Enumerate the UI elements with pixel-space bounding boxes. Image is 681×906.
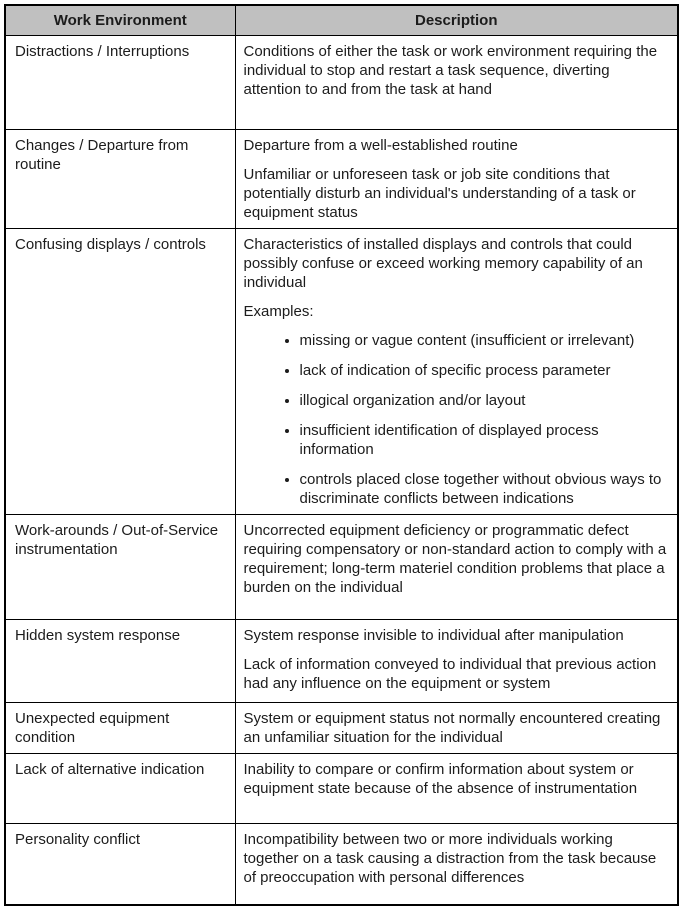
work-environment-cell: Hidden system response <box>5 620 235 703</box>
header-row <box>5 5 678 36</box>
description-cell <box>235 703 678 754</box>
bullet-item: • lack of indication of specific process parameter <box>300 361 672 380</box>
description-paragraph: Lack of information conveyed to individual that previous action had any influence on the equipment or system <box>243 656 657 692</box>
work-environment-cell: Changes / Departure from routine <box>5 130 235 229</box>
work-environment-table <box>4 4 679 906</box>
table-body <box>5 36 678 905</box>
table-row <box>5 36 678 130</box>
table-row <box>5 703 678 754</box>
description-paragraph: Conditions of either the task or work environment requiring the individual to stop and restart a task sequence, diverting attention to and from the task at hand <box>243 43 658 98</box>
description-paragraph: System or equipment status not normally encountered creating an unfamiliar situation for the individual <box>243 710 661 746</box>
description-paragraph: Uncorrected equipment deficiency or programmatic defect requiring compensatory or non-standard action to comply with a requirement; long-term materiel condition problems that place a burden on the individual <box>243 522 667 596</box>
work-environment-cell: Confusing displays / controls <box>5 229 235 515</box>
description-paragraph: Examples: <box>243 303 314 320</box>
bullet-item: • missing or vague content (insufficient or irrelevant) <box>300 331 672 350</box>
table-row <box>5 130 678 229</box>
bullet-item: • insufficient identification of displayed process information <box>300 421 672 459</box>
table-row <box>5 229 678 515</box>
description-paragraph: Incompatibility between two or more individuals working together on a task causing a distraction from the task because of preoccupation with personal differences <box>243 831 657 886</box>
column-header-description: Description <box>235 5 678 36</box>
work-environment-cell: Unexpected equipment condition <box>5 703 235 754</box>
work-environment-cell: Distractions / Interruptions <box>5 36 235 130</box>
description-paragraph: Departure from a well-established routine <box>243 137 518 154</box>
description-cell <box>235 36 678 130</box>
bullet-list <box>244 331 672 508</box>
description-paragraph: Unfamiliar or unforeseen task or job site conditions that potentially disturb an individual's understanding of a task or equipment status <box>243 166 636 221</box>
description-paragraph: Characteristics of installed displays and controls that could possibly confuse or exceed working memory capability of an individual <box>243 236 643 291</box>
description-cell <box>235 229 678 515</box>
column-header-work-environment: Work Environment <box>5 5 235 36</box>
work-environment-cell: Lack of alternative indication <box>5 754 235 824</box>
description-cell <box>235 130 678 229</box>
table-row <box>5 620 678 703</box>
description-paragraph: System response invisible to individual after manipulation <box>243 627 624 644</box>
table-row <box>5 754 678 824</box>
description-cell <box>235 620 678 703</box>
description-cell <box>235 515 678 620</box>
bullet-item: • controls placed close together without obvious ways to discriminate conflicts between indications <box>300 470 672 508</box>
work-environment-cell: Personality conflict <box>5 824 235 905</box>
work-environment-cell: Work-arounds / Out-of-Service instrumentation <box>5 515 235 620</box>
table-row <box>5 515 678 620</box>
description-cell <box>235 824 678 905</box>
bullet-item: • illogical organization and/or layout <box>300 391 672 410</box>
description-paragraph: Inability to compare or confirm information about system or equipment state because of the absence of instrumentation <box>243 761 638 797</box>
description-cell <box>235 754 678 824</box>
table-row <box>5 824 678 905</box>
